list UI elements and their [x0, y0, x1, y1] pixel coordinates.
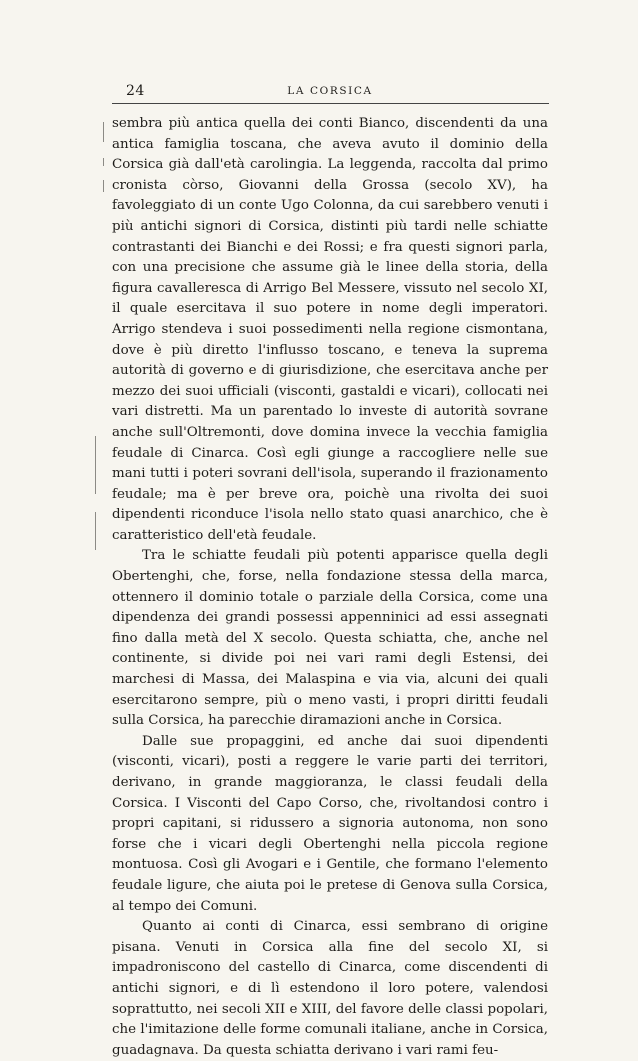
margin-mark	[103, 180, 104, 192]
running-title: LA CORSICA	[287, 85, 373, 97]
paragraph: sembra più antica quella dei conti Bianco, discendenti da una antica famiglia toscana, che aveva avuto il dominio della Corsica già dall'età carolingia. La leggenda, raccolta dal primo cronista còrso, Giovanni della Grossa (secolo XV), ha favoleggiato di un conte Ugo Colonna, da cui sarebbero venuti i più antichi signori di Corsica, distinti più tardi nelle schiatte contrastanti dei Bianchi e dei Rossi; e fra questi signori parla, con una precisione che assume già le linee della storia, della figura cavalleresca di Arrigo Bel Messere, vissuto nel secolo XI, il quale esercitava il suo potere in nome degli imperatori. Arrigo stendeva i suoi possedimenti nella regione cismontana, dove è più diretto l'influsso toscano, e teneva la suprema autorità di governo e di giurisdizione, che esercitava anche per mezzo dei suoi ufficiali (visconti, gastaldi e vicari), collocati nei vari distretti. Ma un parentado lo investe di autorità sovrane anche sull'Oltremonti, dove domina invece la vecchia famiglia feudale di Cinarca. Così egli giunge a raccogliere nelle sue mani tutti i poteri sovrani dell'isola, superando il frazionamento feudale; ma è per breve ora, poichè una rivolta dei suoi dipendenti riconduce l'isola nello stato quasi anarchico, che è caratteristico dell'età feudale.	[112, 116, 548, 543]
body-text	[112, 114, 548, 1061]
paragraph: Dalle sue propaggini, ed anche dai suoi dipendenti (visconti, vicari), posti a reggere le varie parti dei territori, derivano, in grande maggioranza, le classi feudali della Corsica. I Visconti del Capo Corso, che, rivoltandosi contro i propri capitani, si ridussero a signoria autonoma, non sono forse che i vicari degli Obertenghi nella piccola regione montuosa. Così gli Avogari e i Gentile, che formano l'elemento feudale ligure, che aiuta poi le pretese di Genova sulla Corsica, al tempo dei Comuni.	[112, 733, 548, 914]
margin-mark	[103, 158, 104, 166]
page-header	[112, 83, 548, 103]
paragraph: Tra le schiatte feudali più potenti apparisce quella degli Obertenghi, che, forse, nella fondazione stessa della marca, ottennero il dominio totale o parziale della Corsica, come una dipendenza dei grandi possessi appenninici ad essi assegnati fino dalla metà del X secolo. Questa schiatta, che, anche nel continente, si divide poi nei vari rami degli Estensi, dei marchesi di Massa, dei Malaspina e via via, alcuni dei quali esercitarono sempre, più o meno vasti, i propri diritti feudali sulla Corsica, ha parecchie diramazioni anche in Corsica.	[112, 548, 548, 729]
margin-mark	[95, 512, 96, 550]
margin-mark	[95, 436, 96, 494]
margin-mark	[103, 122, 104, 142]
page-number: 24	[126, 83, 145, 99]
paragraph: Quanto ai conti di Cinarca, essi sembrano di origine pisana. Venuti in Corsica alla fine del secolo XI, si impadroniscono del castello di Cinarca, come discendenti di antichi signori, e di lì estendono il loro potere, valendosi soprattutto, nei secoli XII e XIII, del favore delle classi popolari, che l'imitazione delle forme comunali italiane, anche in Corsica, guadagnava. Da questa schiatta derivano i vari rami feu-	[112, 919, 548, 1058]
header-rule	[112, 103, 549, 104]
